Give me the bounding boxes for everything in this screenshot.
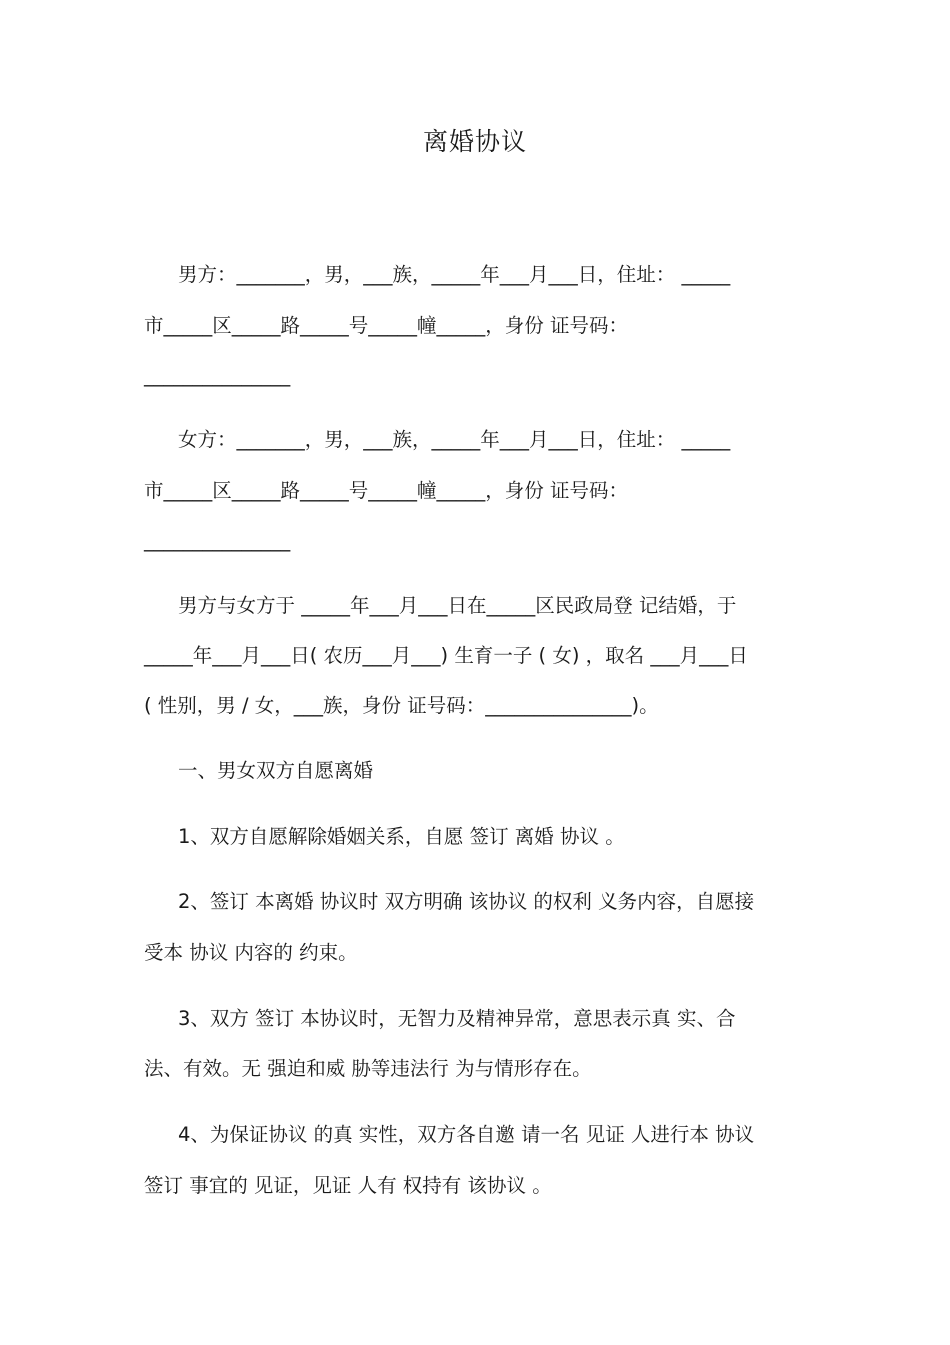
section-heading-1: 一、男女双方自愿离婚 <box>178 759 374 782</box>
clause-4-line-2: 签订 事宜的 见证，见证 人有 权持有 该协议 。 <box>144 1174 552 1197</box>
male-party-line-2: 市_____区_____路_____号_____幢_____，身份 证号码： <box>144 314 628 337</box>
female-party-line-1: 女方：_______，男，___族，_____年___月___日，住址： _____ <box>178 428 731 451</box>
female-party-line-2: 市_____区_____路_____号_____幢_____，身份 证号码： <box>144 479 628 502</box>
marriage-info-line-2: _____年___月___日( 农历___月___) 生育一子 ( 女) ，取名 ___月___日 <box>144 644 748 667</box>
clause-3-line-1: 3、双方 签订 本协议时，无智力及精神异常，意思表示真 实、合 <box>178 1007 736 1030</box>
clause-3-line-2: 法、有效。无 强迫和威 胁等违法行 为与情形存在。 <box>144 1057 592 1080</box>
male-party-line-3: _______________ <box>144 364 291 387</box>
female-party-line-3: _______________ <box>144 529 291 552</box>
clause-1-line-1: 1、双方自愿解除婚姻关系，自愿 签订 离婚 协议 。 <box>178 825 625 848</box>
male-party-line-1: 男方：_______，男，___族，_____年___月___日，住址： _____ <box>178 263 731 286</box>
clause-2-line-2: 受本 协议 内容的 约束。 <box>144 941 358 964</box>
marriage-info-line-3: ( 性别，男 / 女，___族，身份 证号码：_______________)。 <box>144 694 659 717</box>
document-title: 离婚协议 <box>422 127 527 156</box>
marriage-info-line-1: 男方与女方于 _____年___月___日在_____区民政局登 记结婚，于 <box>178 594 737 617</box>
clause-4-line-1: 4、为保证协议 的真 实性，双方各自邀 请一名 见证 人进行本 协议 <box>178 1123 755 1146</box>
clause-2-line-1: 2、签订 本离婚 协议时 双方明确 该协议 的权利 义务内容，自愿接 <box>178 890 755 913</box>
